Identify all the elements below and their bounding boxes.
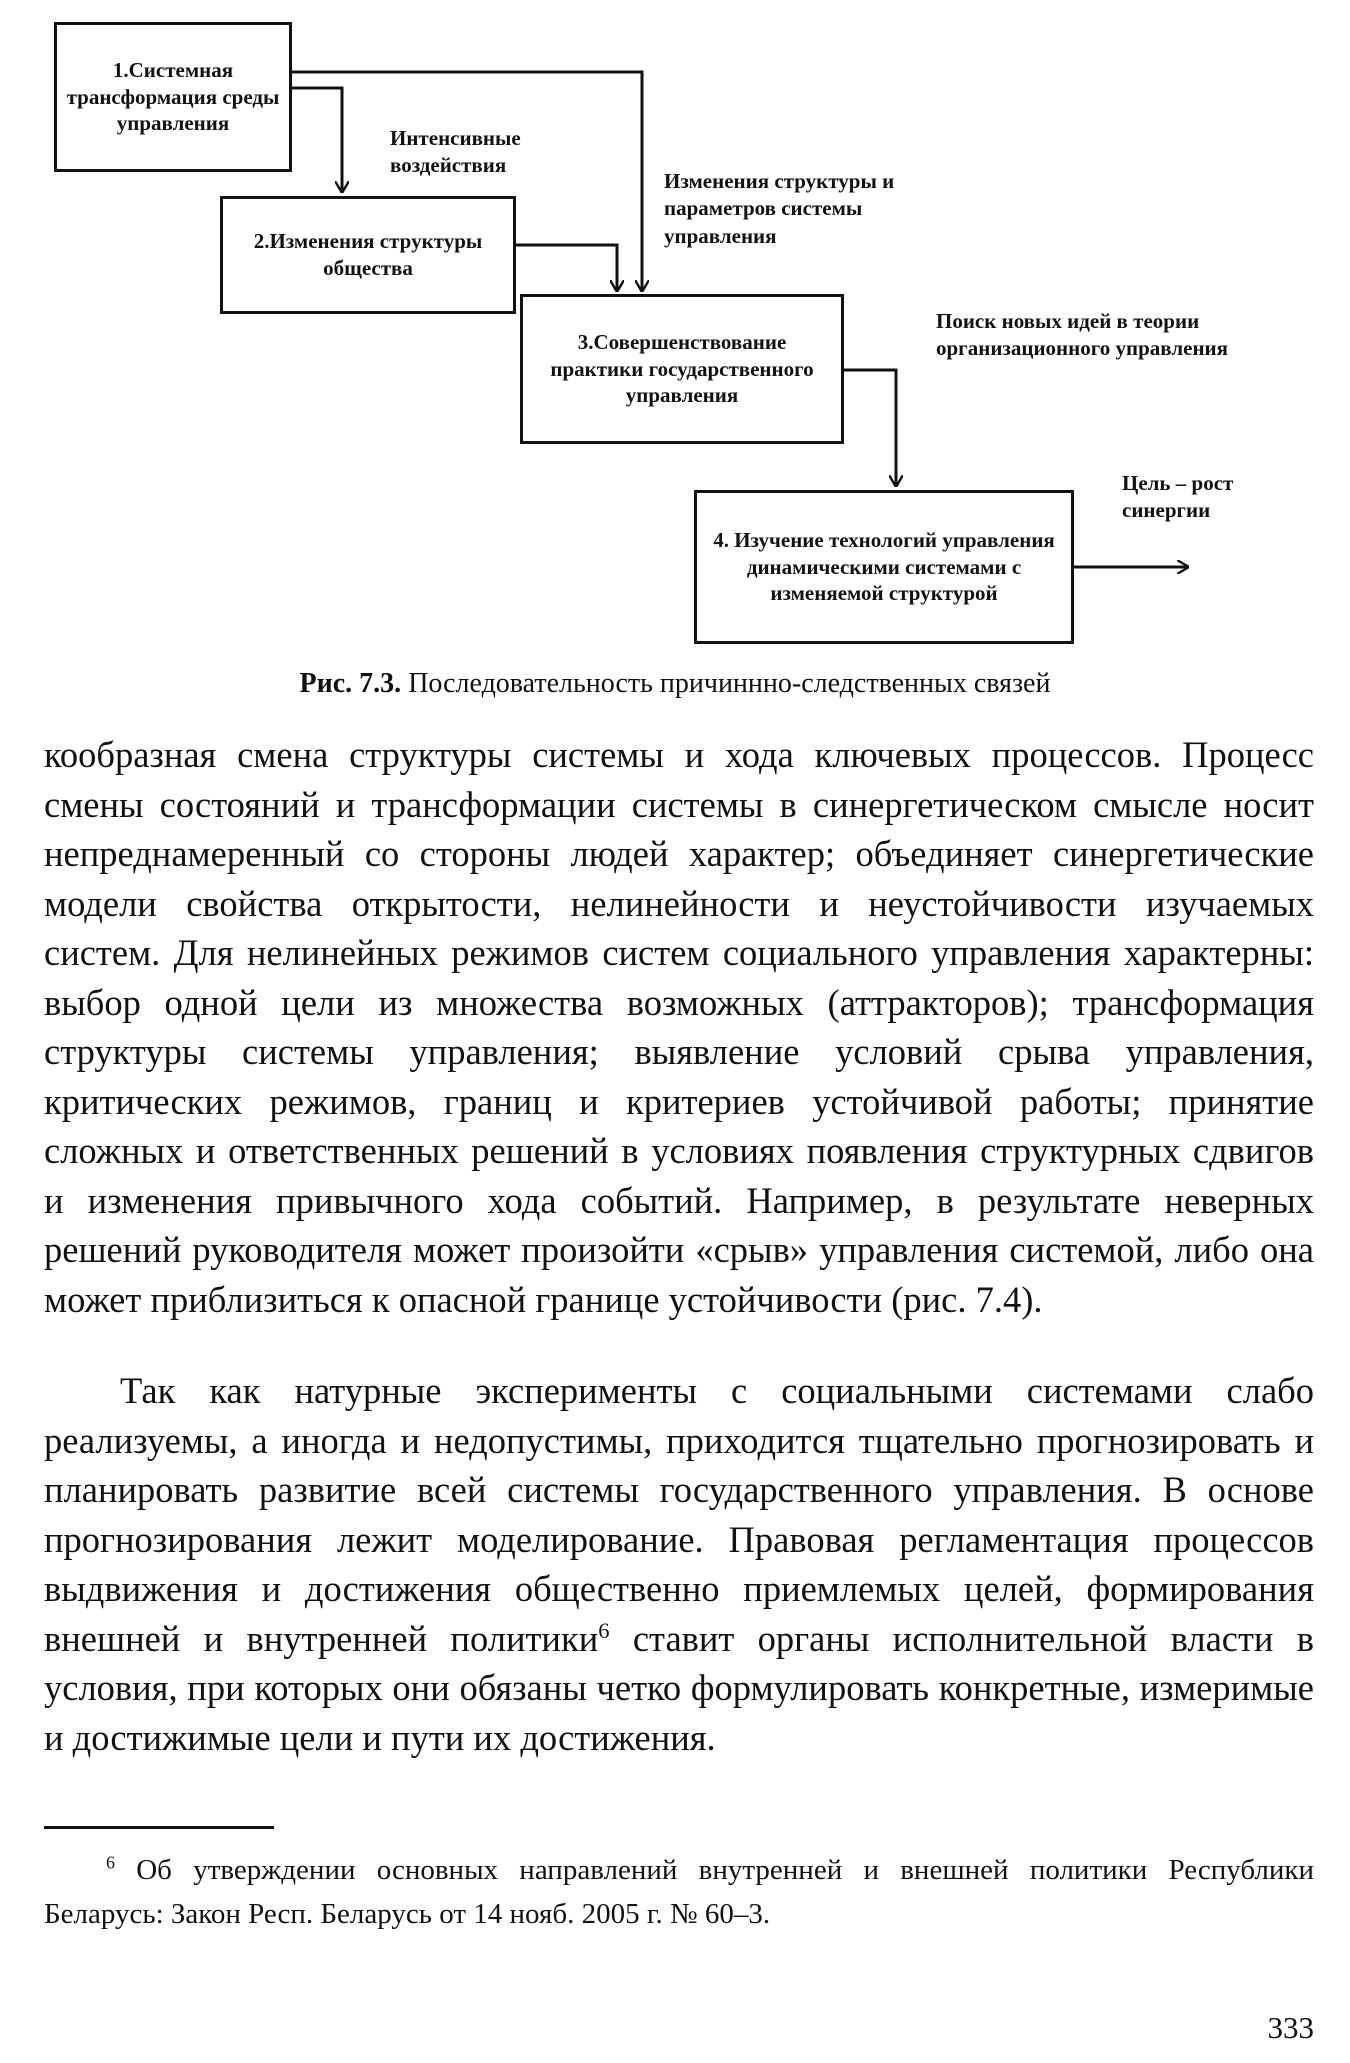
label-intensive-impacts: Интенсивные воздействия — [390, 126, 521, 178]
footnote — [44, 1848, 1314, 1936]
footnote-reference: 6 — [598, 1617, 610, 1643]
box-4-text: 4. Изучение технологий управления динамическими системами с изменяемой структурой — [713, 527, 1055, 606]
figure-caption — [0, 668, 1350, 700]
footnote-text: Об утверждении основных направлений внутренней и внешней политики Республики Беларусь: Закон Респ. Беларусь от 14 нояб. 2005 г. № 60–3. — [44, 1854, 1314, 1930]
arrow-box1-to-box2 — [290, 88, 342, 192]
footnote-divider — [44, 1826, 274, 1829]
diagram-box-1 — [54, 22, 292, 172]
caption-text: Последовательность причинннo-следственных связей — [401, 668, 1051, 699]
diagram-box-2 — [220, 196, 516, 314]
label-goal: Цель – рост синергии — [1122, 471, 1234, 523]
footnote-marker: 6 — [106, 1852, 115, 1873]
label-new-ideas: Поиск новых идей в теории организационного управления — [936, 309, 1229, 361]
body-paragraph-2 — [44, 1366, 1314, 1762]
paragraph-2-rest-text: ставит органы исполнительной власти в условия, при которых они обязаны четко формулировать конкретные, измеримые и достижимые цели и пути их достижения. — [44, 1617, 1314, 1758]
arrow-box3-to-box4 — [842, 370, 896, 486]
box-2-text: 2.Изменения структуры общества — [253, 229, 483, 280]
caption-number: Рис. 7.3. — [299, 668, 402, 699]
page-number: 333 — [1267, 2010, 1314, 2045]
label-structure-parameter-changes: Изменения структуры и параметров системы управления — [664, 169, 895, 248]
arrow-box2-to-box3 — [516, 245, 617, 291]
box-3-text: 3.Совершенствование практики государственного управления — [550, 329, 814, 408]
paragraph-2-main-text: Так как натурные эксперименты с социальными системами слабо реализуемы, а иногда и недопустимы, приходится тщательно прогнозировать и планировать развитие всей системы государственного управления. В основе прогнозирования лежит моделирование. Правовая регламентация процессов выдвижения и достижения общественно приемлемых целей, формирования внешней и внутренней политики — [44, 1370, 1314, 1659]
diagram-box-3 — [520, 294, 844, 444]
box-1-text: 1.Системная трансформация среды управления — [66, 57, 280, 136]
body-paragraph-1: кообразная смена структуры системы и хода ключевых процессов. Процесс смены состояний и трансформации системы в синергетическом смысле носит непреднамеренный со стороны людей характер; объединяет синергетические модели свойства открытости, нелинейности и неустойчивости изучаемых систем. Для нелинейных режимов систем социального управления характерны: выбор одной цели из множества возможных (аттракторов); трансформация структуры системы управления; выявление условий срыва управления, критических режимов, границ и критериев устойчивой работы; принятие сложных и ответственных решений в условиях появления структурных сдвигов и изменения привычного хода событий. Например, в результате неверных решений руководителя может произойти «срыв» управления системой, либо она может приблизиться к опасной границе устойчивости (рис. 7.4). — [44, 734, 1314, 1320]
diagram-box-4 — [694, 490, 1074, 644]
